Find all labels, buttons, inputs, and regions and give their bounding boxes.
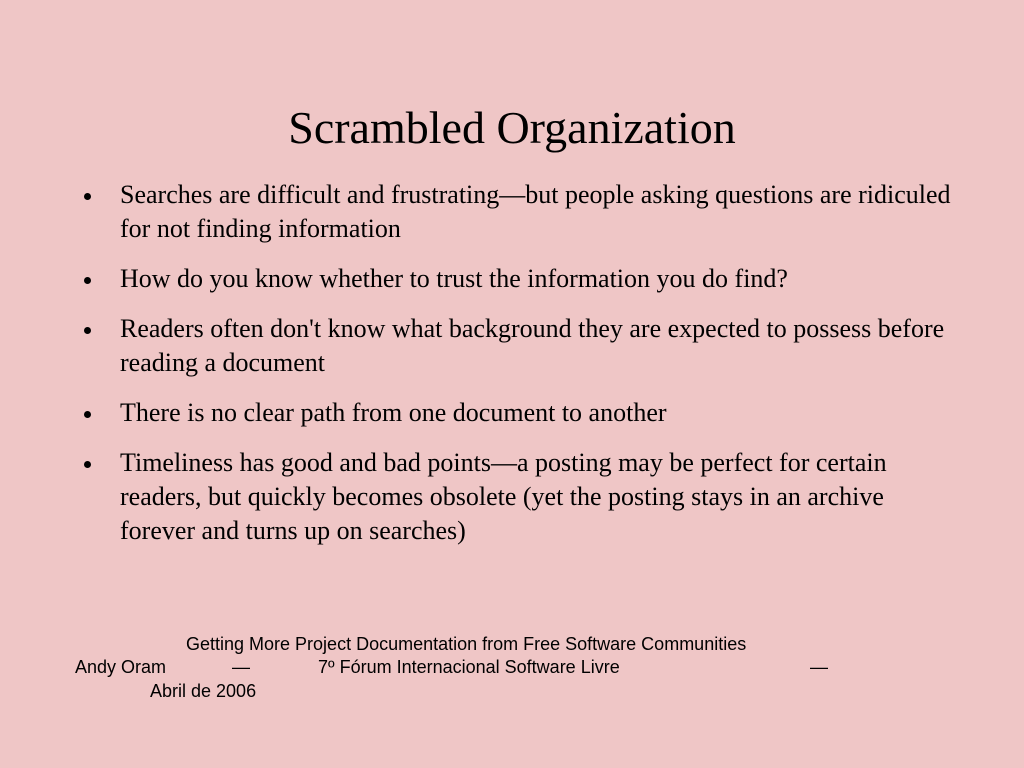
bullet-item [84,312,964,380]
bullet-dot-icon [84,327,91,334]
bullet-dot-icon [84,277,91,284]
bullet-item [84,178,964,246]
footer-date: Abril de 2006 [150,681,257,701]
footer-separator: — [810,657,828,677]
bullet-text: Readers often don't know what background they are expected to possess before reading a document [120,314,945,377]
bullet-item [84,446,964,548]
bullet-text: Searches are difficult and frustrating—but people asking questions are ridiculed for not finding information [120,180,951,243]
bullet-dot-icon [84,411,91,418]
footer-author: Andy Oram [75,657,167,677]
bullet-text: Timeliness has good and bad points—a posting may be perfect for certain readers, but quickly becomes obsolete (yet the posting stays in an archive forever and turns up on searches) [120,448,887,545]
slide-title: Scrambled Organization [288,102,736,153]
bullet-dot-icon [84,193,91,200]
bullet-item [84,262,964,296]
footer-presentation-title: Getting More Project Documentation from Free Software Communities [186,634,747,654]
footer-separator: — [232,657,250,677]
bullet-text: There is no clear path from one document to another [120,398,667,427]
bullet-item [84,396,964,430]
bullet-dot-icon [84,461,91,468]
bullet-text: How do you know whether to trust the information you do find? [120,264,788,293]
bullet-list [84,178,964,564]
footer-event: 7º Fórum Internacional Software Livre [318,657,620,677]
